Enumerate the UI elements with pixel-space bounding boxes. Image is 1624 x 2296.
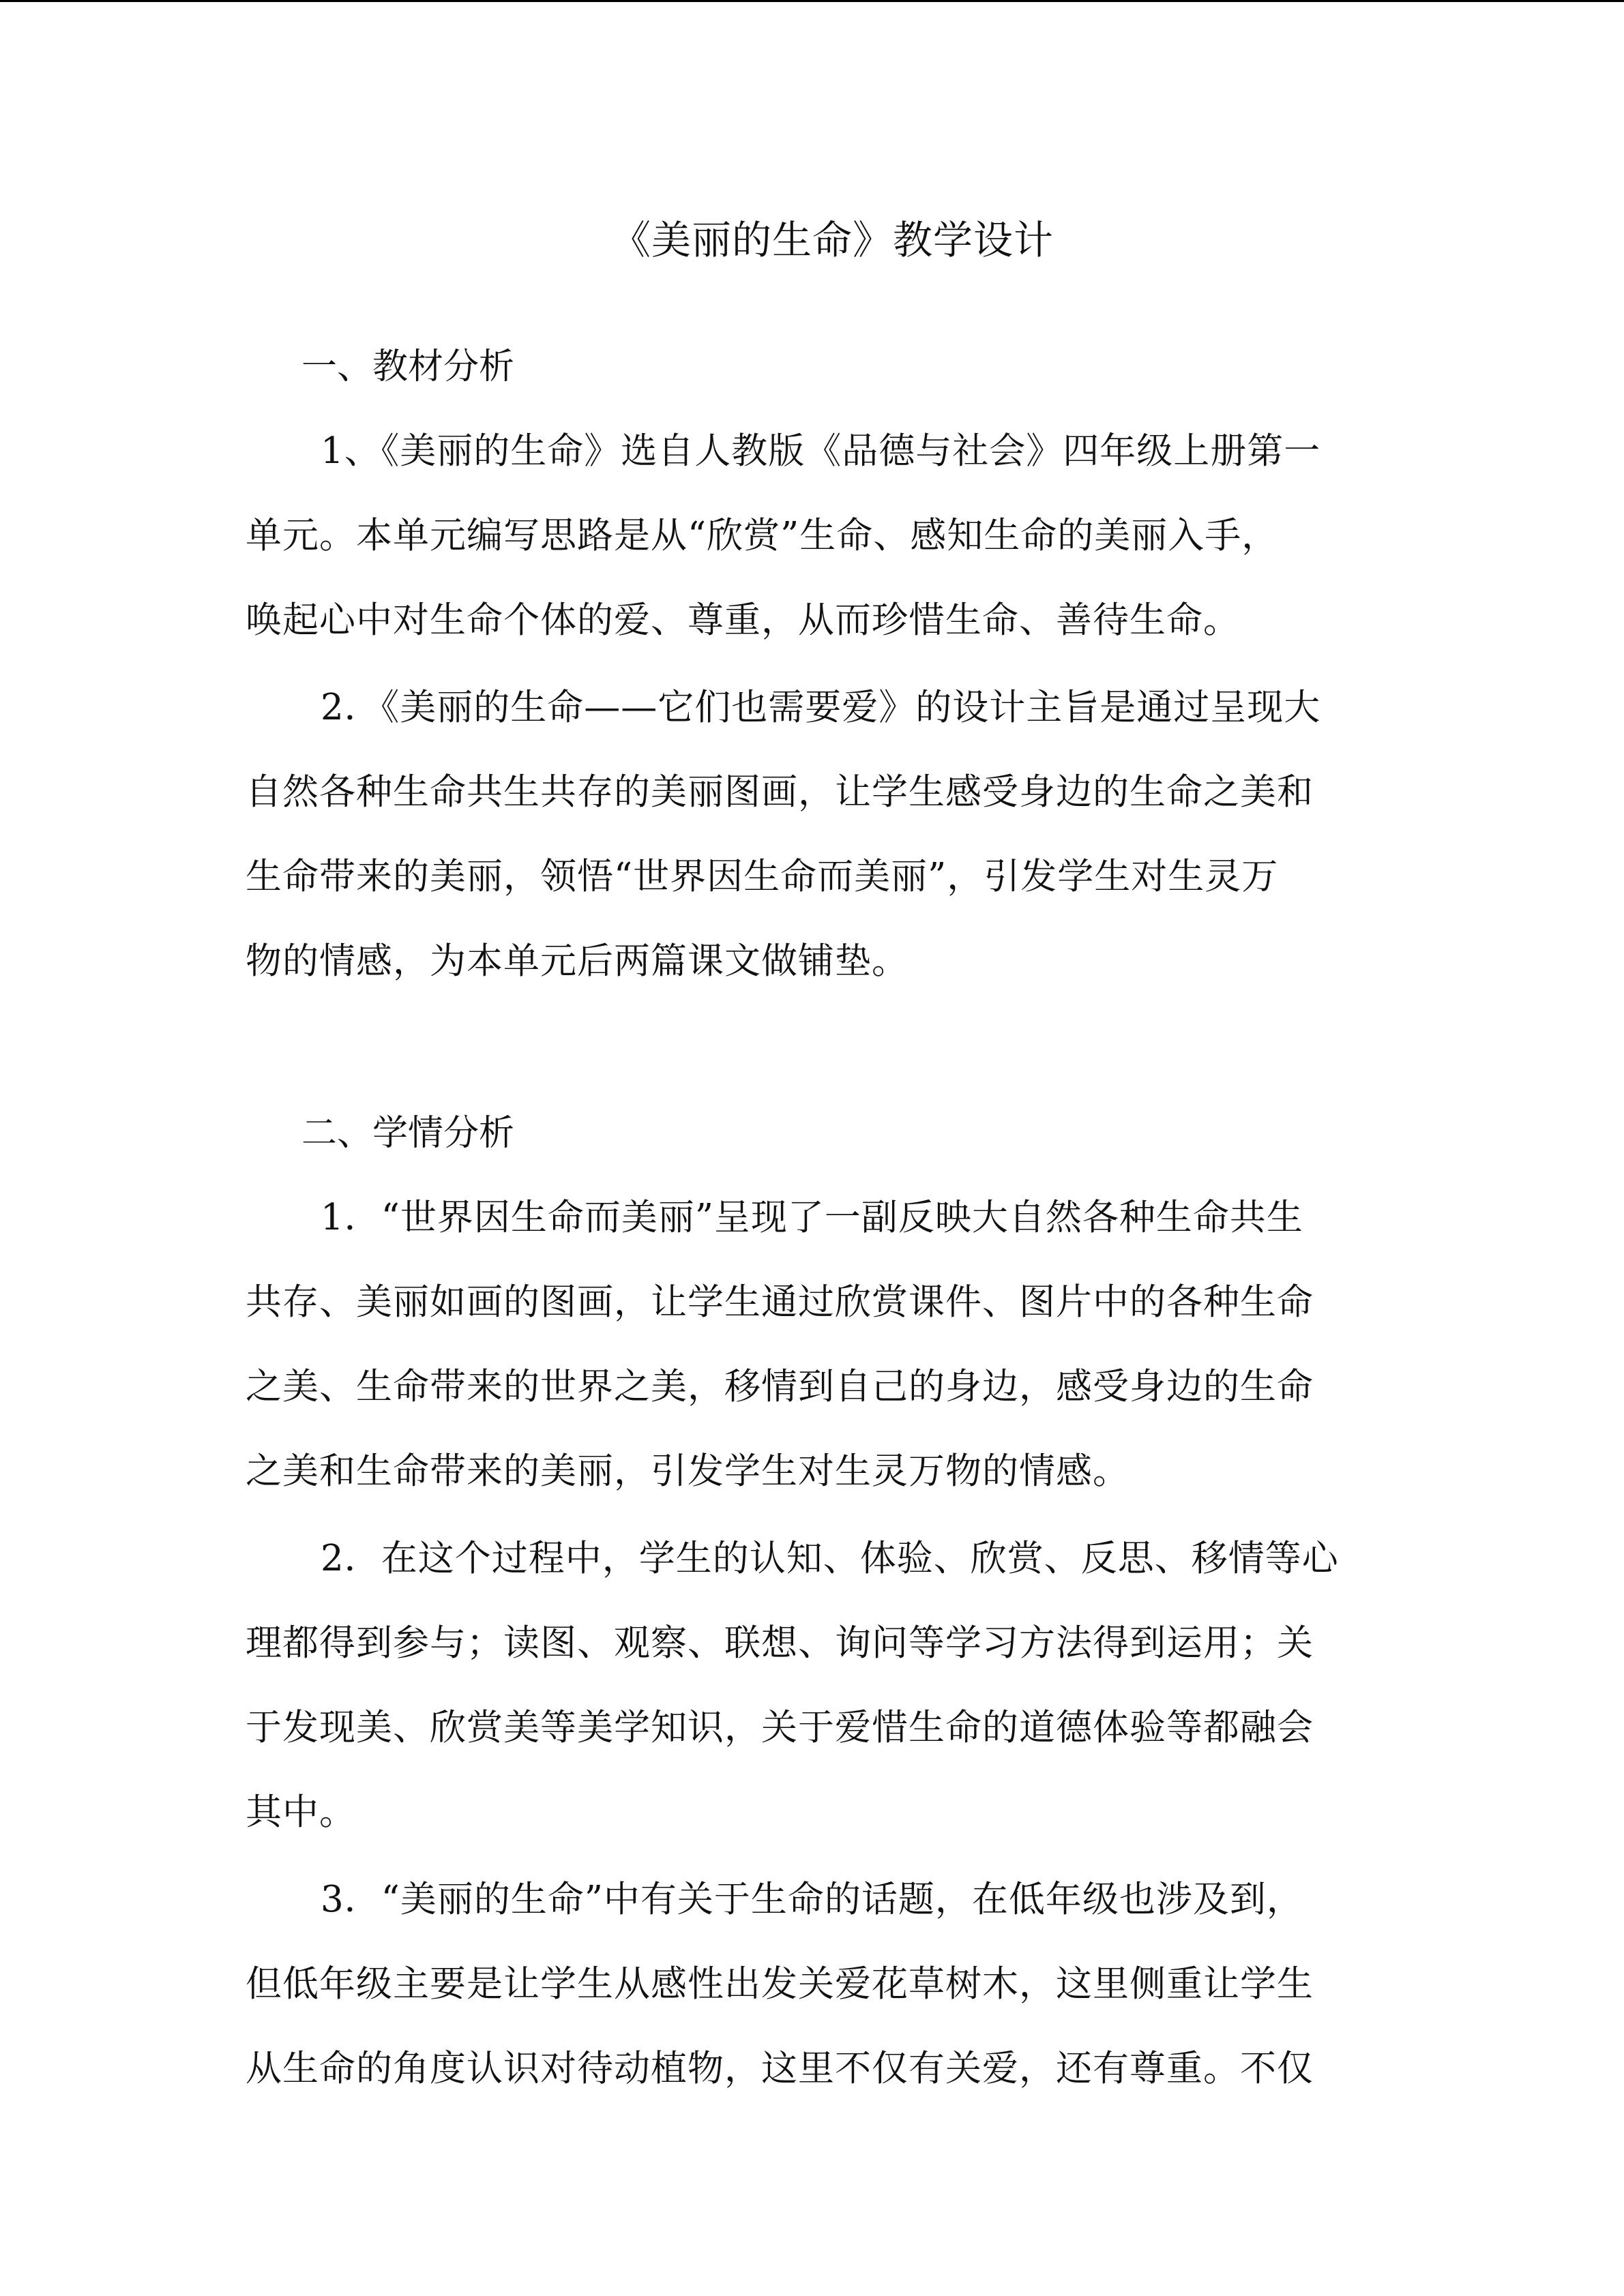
- paragraph-line: 物的情感，为本单元后两篇课文做铺垫。: [246, 940, 909, 982]
- document-title: 《美丽的生命》教学设计: [610, 217, 1054, 263]
- paragraph-line: 唤起心中对生命个体的爱、尊重，从而珍惜生命、善待生命。: [246, 599, 1240, 641]
- paragraph-line: 之美、生命带来的世界之美，移情到自己的身边，感受身边的生命: [246, 1366, 1314, 1407]
- paragraph-line: 共存、美丽如画的图画，让学生通过欣赏课件、图片中的各种生命: [246, 1281, 1314, 1323]
- top-border-line: [0, 0, 1624, 2]
- paragraph-line: 1．“世界因生命而美丽”呈现了一副反映大自然各种生命共生: [321, 1197, 1303, 1238]
- paragraph-line: 生命带来的美丽，领悟“世界因生命而美丽”，引发学生对生灵万: [246, 856, 1279, 897]
- paragraph-line: 之美和生命带来的美丽，引发学生对生灵万物的情感。: [246, 1450, 1130, 1492]
- paragraph-line: 从生命的角度认识对待动植物，这里不仅有关爱，还有尊重。不仅: [246, 2048, 1314, 2089]
- paragraph-line: 理都得到参与；读图、观察、联想、询问等学习方法得到运用；关: [246, 1622, 1314, 1664]
- paragraph-line: 单元。本单元编写思路是从“欣赏”生命、感知生命的美丽入手，: [246, 515, 1279, 556]
- paragraph-line: 2．在这个过程中，学生的认知、体验、欣赏、反思、移情等心: [321, 1538, 1339, 1579]
- paragraph-line: 3．“美丽的生命”中有关于生命的话题，在低年级也涉及到，: [321, 1879, 1303, 1920]
- paragraph-line: 1、《美丽的生命》选自人教版《品德与社会》四年级上册第一: [321, 430, 1321, 472]
- paragraph-line: 自然各种生命共生共存的美丽图画，让学生感受身边的生命之美和: [246, 771, 1314, 813]
- paragraph-line: 于发现美、欣赏美等美学知识，关于爱惜生命的道德体验等都融会: [246, 1707, 1314, 1748]
- section-heading-textbook-analysis: 一、教材分析: [301, 346, 515, 387]
- paragraph-line: 2．《美丽的生命——它们也需要爱》的设计主旨是通过呈现大: [321, 687, 1321, 728]
- paragraph-line: 其中。: [246, 1791, 356, 1833]
- paragraph-line: 但低年级主要是让学生从感性出发关爱花草树木，这里侧重让学生: [246, 1963, 1314, 2005]
- section-heading-learner-analysis: 二、学情分析: [301, 1113, 515, 1154]
